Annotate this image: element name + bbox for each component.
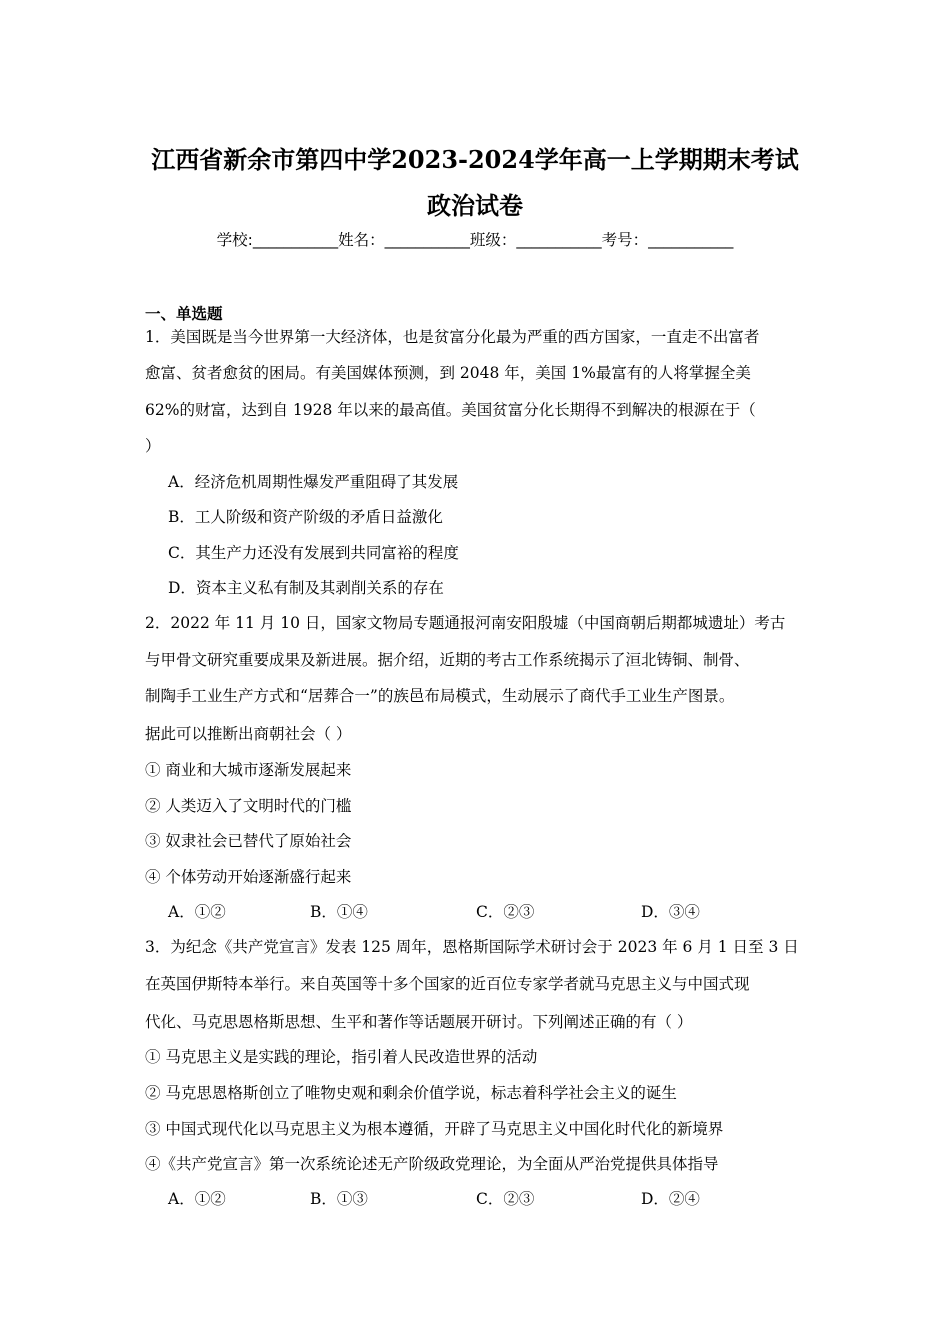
q1-option-c: C．其生产力还没有发展到共同富裕的程度 xyxy=(168,544,459,562)
exam-title: 江西省新余市第四中学2023-2024学年高一上学期期末考试 xyxy=(151,145,799,174)
q3-item: ② 马克思恩格斯创立了唯物史观和剩余价值学说，标志着科学社会主义的诞生 xyxy=(145,1084,677,1102)
q3-option-b: B．①③ xyxy=(310,1190,368,1208)
q2-item: ④ 个体劳动开始逐渐盛行起来 xyxy=(145,868,352,886)
q3-item: ① 马克思主义是实践的理论，指引着人民改造世界的活动 xyxy=(145,1048,538,1066)
name-field: 姓名：___________ xyxy=(338,231,470,249)
q1-line: 愈富、贫者愈贫的困局。有美国媒体预测，到 2048 年，美国 1%最富有的人将掌握全美 xyxy=(145,364,751,382)
class-field: 班级：___________ xyxy=(469,231,602,249)
q3-item: ③ 中国式现代化以马克思主义为根本遵循，开辟了马克思主义中国化时代化的新境界 xyxy=(145,1120,724,1138)
exam-subject: 政治试卷 xyxy=(427,191,523,220)
q3-item: ④《共产党宣言》第一次系统论述无产阶级政党理论，为全面从严治党提供具体指导 xyxy=(145,1155,719,1173)
q1-option-d: D．资本主义私有制及其剥削关系的存在 xyxy=(168,579,444,597)
q2-option-d: D．③④ xyxy=(641,903,700,921)
q3-line: 代化、马克思恩格斯思想、生平和著作等话题展开研讨。下列阐述正确的有（ ） xyxy=(145,1013,693,1031)
q3-option-c: C．②③ xyxy=(476,1190,535,1208)
q2-option-b: B．①④ xyxy=(310,903,368,921)
q2-option-c: C．②③ xyxy=(476,903,535,921)
q2-line: 与甲骨文研究重要成果及新进展。据介绍，近期的考古工作系统揭示了洹北铸铜、制骨、 xyxy=(145,651,750,669)
q2-line: 2．2022 年 11 月 10 日，国家文物局专题通报河南安阳殷墟（中国商朝后期都城遗址）考古 xyxy=(145,614,786,632)
q3-line: 在英国伊斯特本举行。来自英国等十多个国家的近百位专家学者就马克思主义与中国式现 xyxy=(145,975,750,993)
q2-item: ① 商业和大城市逐渐发展起来 xyxy=(145,761,352,779)
q2-item: ② 人类迈入了文明时代的门槛 xyxy=(145,797,352,815)
section-heading: 一、单选题 xyxy=(145,305,223,323)
q1-option-b: B．工人阶级和资产阶级的矛盾日益激化 xyxy=(168,508,443,526)
q1-line: 62%的财富，达到自 1928 年以来的最高值。美国贫富分化长期得不到解决的根源在于（ xyxy=(145,401,756,419)
q2-line: 据此可以推断出商朝社会（ ） xyxy=(145,725,352,743)
id-field: 考号：___________ xyxy=(601,231,734,249)
q1-line: 1．美国既是当今世界第一大经济体，也是贫富分化最为严重的西方国家，一直走不出富者 xyxy=(145,328,760,346)
school-field: 学校:___________ xyxy=(216,231,339,249)
student-info xyxy=(0,228,950,250)
q1-option-a: A．经济危机周期性爆发严重阻碍了其发展 xyxy=(168,473,459,491)
q1-line: ） xyxy=(145,437,161,455)
q2-item: ③ 奴隶社会已替代了原始社会 xyxy=(145,832,352,850)
q2-option-a: A．①② xyxy=(168,903,226,921)
q3-line: 3．为纪念《共产党宣言》发表 125 周年，恩格斯国际学术研讨会于 2023 年 6 月 1 日至 3 日 xyxy=(145,938,799,956)
q3-option-d: D．②④ xyxy=(641,1190,700,1208)
q3-option-a: A．①② xyxy=(168,1190,226,1208)
q2-line: 制陶手工业生产方式和“居葬合一”的族邑布局模式，生动展示了商代手工业生产图景。 xyxy=(145,687,735,705)
